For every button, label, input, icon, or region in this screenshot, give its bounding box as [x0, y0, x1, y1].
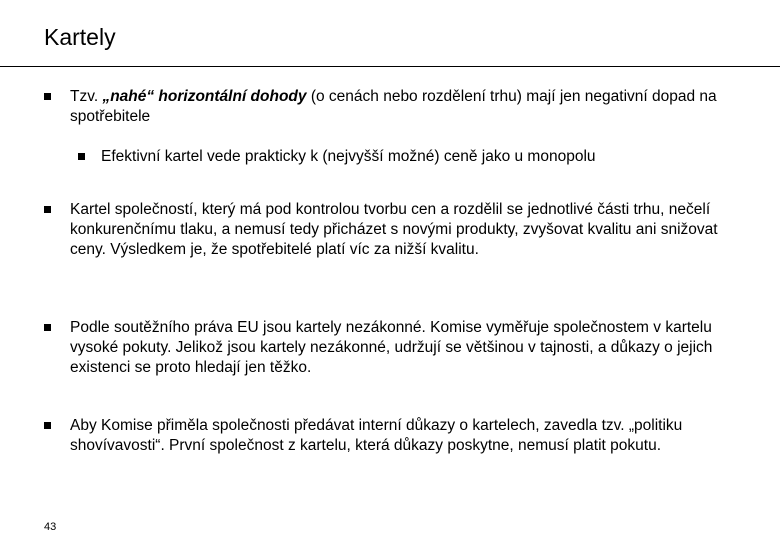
- bullet-4-text: Aby Komise přiměla společnosti předávat interní důkazy o kartelech, zavedla tzv. „politiku shovívavosti“. První společnost z kartelu, která důkazy poskytne, nemusí platit pokutu.: [70, 417, 683, 454]
- bullet-1-emphasis: „nahé“ horizontální dohody: [102, 88, 307, 105]
- title-divider: [0, 66, 780, 67]
- page-number: 43: [44, 521, 57, 533]
- sub-bullet-1: [78, 147, 756, 167]
- bullet-1: [44, 87, 756, 167]
- bullet-2-text: Kartel společností, který má pod kontrolou tvorbu cen a rozdělil se jednotlivé části trhu, nečelí konkurenčnímu tlaku, a nemusí tedy přicházet s novými produkty, zvyšovat kvalitu ani snižovat ceny. Výsledkem je, že spotřebitelé platí víc za nižší kvalitu.: [70, 201, 718, 258]
- sub-bullet-1-text: Efektivní kartel vede prakticky k (nejvyšší možné) ceně jako u monopolu: [101, 148, 596, 165]
- square-bullet-icon: [44, 422, 51, 429]
- slide-title: Kartely: [44, 24, 116, 50]
- square-bullet-icon: [44, 324, 51, 331]
- square-bullet-icon: [44, 93, 51, 100]
- bullet-1-suffix: (o cenách nebo rozdělení trhu) mají jen negativní dopad na spotřebitele: [70, 88, 717, 125]
- square-bullet-icon: [44, 206, 51, 213]
- square-bullet-icon: [78, 153, 85, 160]
- bullet-1-prefix: Tzv.: [70, 88, 103, 105]
- bullet-2: [44, 200, 756, 260]
- bullet-3-text: Podle soutěžního práva EU jsou kartely nezákonné. Komise vyměřuje společnostem v kartelu vysoké pokuty. Jelikož jsou kartely nezákonné, udržují se většinou v tajnosti, a důkazy o jejich existenci se proto hledají jen těžko.: [70, 319, 713, 376]
- bullet-3: [44, 318, 756, 378]
- bullet-1-text: [70, 87, 756, 127]
- bullet-4: [44, 416, 756, 456]
